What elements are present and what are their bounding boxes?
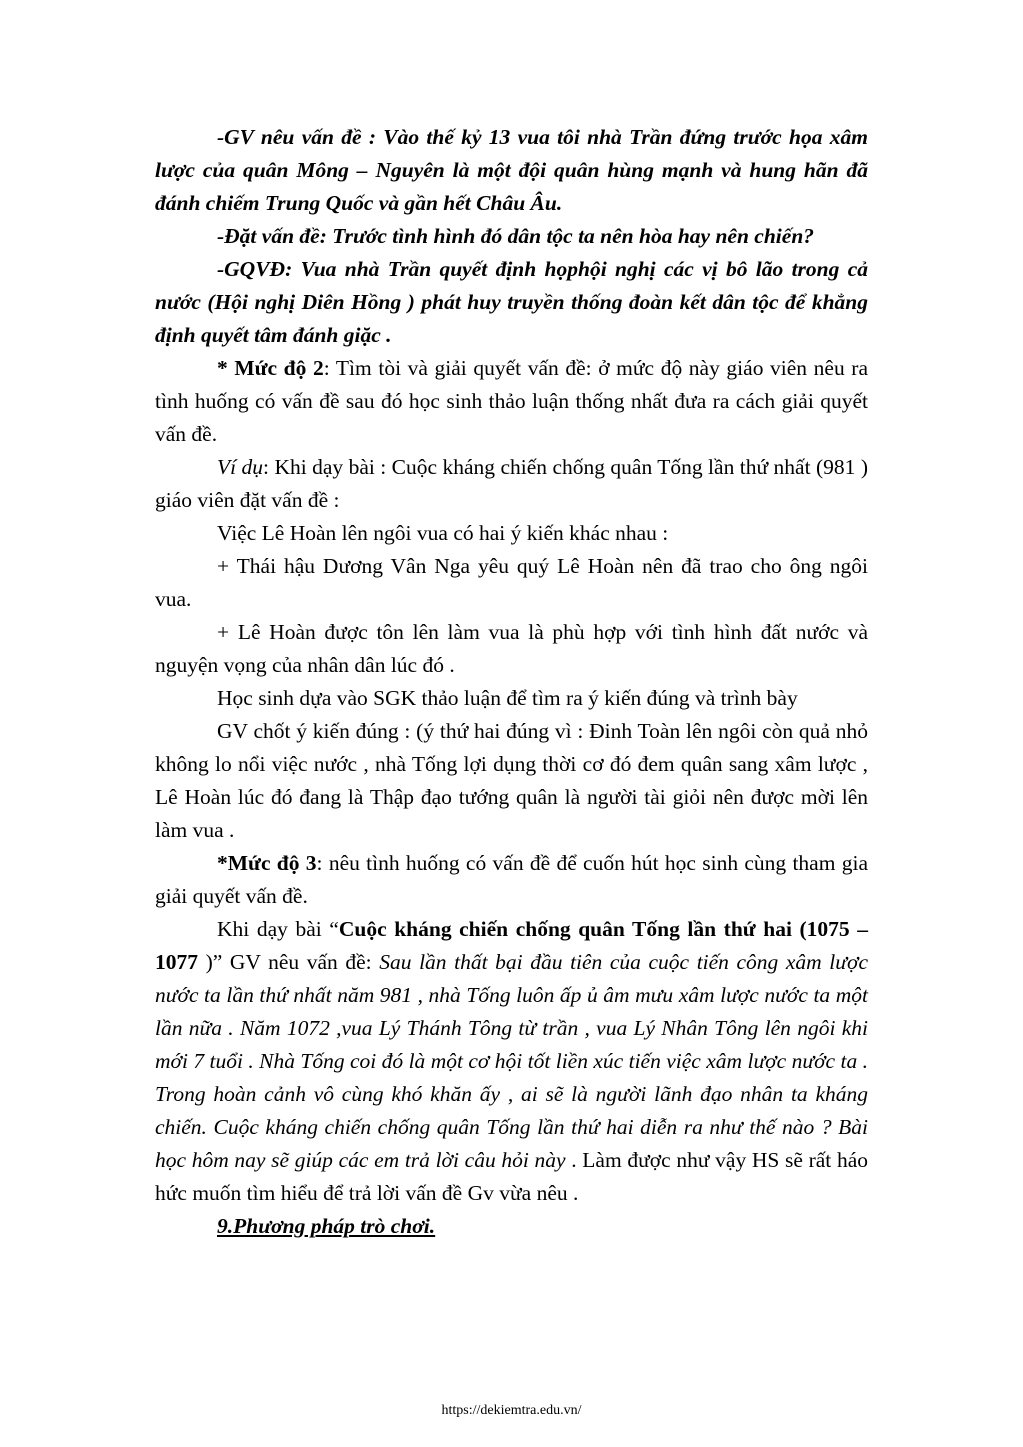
paragraph-solve-problem: -GQVĐ: Vua nhà Trần quyết định họphội nghị các vị bô lão trong cả nước (Hội nghị Diên Hồng ) phát huy truyền thống đoàn kết dân tộc để khẳng định quyết tâm đánh giặc .	[155, 257, 868, 347]
paragraph-gv-conclusion: GV chốt ý kiến đúng : (ý thứ hai đúng vì : Đinh Toàn lên ngôi còn quả nhỏ không lo nổi việc nước , nhà Tống lợi dụng thời cơ đó đem quân sang xâm lược , Lê Hoàn lúc đó đang là Thập đạo tướng quân là người tài giỏi nên được mời lên làm vua .	[155, 719, 868, 842]
lesson-intro: Khi dạy bài “	[217, 917, 339, 941]
footer-url: https://dekiemtra.edu.vn/	[441, 1403, 582, 1418]
level-2-label: * Mức độ 2	[217, 356, 324, 380]
example-label: Ví dụ	[217, 455, 264, 479]
lesson-question: Sau lần thất bại đầu tiên của cuộc tiến công xâm lược nước ta lần thứ nhất năm 981 , nhà Tống luôn ấp ủ âm mưu xâm lược nước ta một lần nữa . Năm 1072 ,vua Lý Thánh Tông từ trần , vua Lý Nhân Tông lên ngôi khi mới 7 tuổi . Nhà Tống coi đó là một cơ hội tốt liền xúc tiến việc xâm lược nước ta . Trong hoàn cảnh vô cùng khó khăn ấy , ai sẽ là người lãnh đạo nhân ta kháng chiến. Cuộc kháng chiến chống quân Tống lần thứ hai diễn ra như thế nào ? Bài học hôm nay sẽ giúp các em trả lời câu hỏi này	[155, 950, 869, 1172]
lesson-gv: )” GV nêu vấn đề:	[205, 950, 380, 974]
paragraph-gv-problem: -GV nêu vấn đề : Vào thế kỷ 13 vua tôi nhà Trần đứng trước họa xâm lược của quân Mông – Nguyên là một đội quân hùng mạnh và hung hãn đã đánh chiếm Trung Quốc và gần hết Châu Âu.	[155, 125, 868, 215]
section-heading	[155, 1210, 868, 1243]
example-text: : Khi dạy bài : Cuộc kháng chiến chống quân Tống lần thứ nhất (981 ) giáo viên đặt vấn đề :	[155, 455, 868, 512]
lesson-title: Cuộc kháng chiến chống quân Tống lần thứ hai (1075 – 1077	[155, 917, 869, 974]
document-body	[155, 121, 868, 1243]
paragraph-lesson-example	[155, 913, 868, 1210]
paragraph-set-problem: -Đặt vấn đề: Trước tình hình đó dân tộc ta nên hòa hay nên chiến?	[217, 224, 815, 248]
paragraph-students-discuss: Học sinh dựa vào SGK thảo luận để tìm ra ý kiến đúng và trình bày	[217, 686, 798, 710]
level-3-text: : nêu tình huống có vấn đề để cuốn hút học sinh cùng tham gia giải quyết vấn đề.	[155, 851, 868, 908]
paragraph-two-opinions: Việc Lê Hoàn lên ngôi vua có hai ý kiến khác nhau :	[217, 521, 669, 545]
section-heading-text: 9.Phương pháp trò chơi.	[217, 1214, 436, 1238]
lesson-outcome: . Làm được như vậy HS sẽ rất háo hức muốn tìm hiểu để trả lời vấn đề Gv vừa nêu .	[155, 1148, 868, 1205]
paragraph-level-3	[155, 847, 868, 913]
paragraph-opinion-1: + Thái hậu Dương Vân Nga yêu quý Lê Hoàn nên đã trao cho ông ngôi vua.	[155, 554, 868, 611]
paragraph-level-2	[155, 352, 868, 451]
level-3-label: *Mức độ 3	[217, 851, 317, 875]
paragraph-example	[155, 451, 868, 517]
level-2-text: : Tìm tòi và giải quyết vấn đề: ở mức độ này giáo viên nêu ra tình huống có vấn đề sau đó học sinh thảo luận thống nhất đưa ra cách giải quyết vấn đề.	[155, 356, 868, 446]
paragraph-opinion-2: + Lê Hoàn được tôn lên làm vua là phù hợp với tình hình đất nước và nguyện vọng của nhân dân lúc đó .	[155, 620, 868, 677]
